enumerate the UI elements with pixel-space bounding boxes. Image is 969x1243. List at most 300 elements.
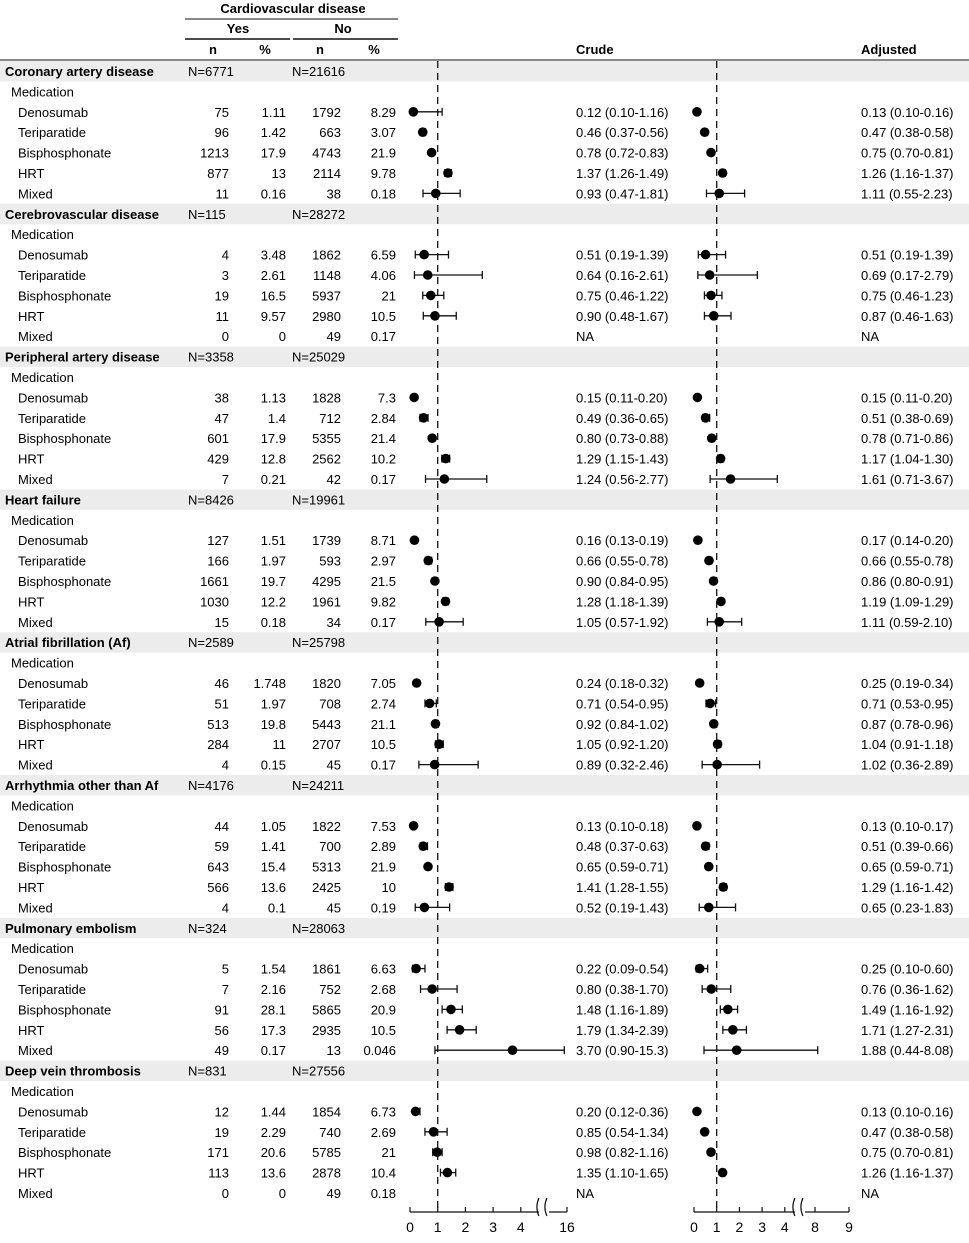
cell-yes-n: 49	[214, 1043, 229, 1059]
cell-yes-n: 0	[221, 1186, 229, 1201]
row-label: Teriparatide	[18, 839, 86, 855]
medication-label: Medication	[11, 941, 74, 957]
row-label: Teriparatide	[18, 696, 86, 712]
crude-estimate-text: 0.80 (0.73-0.88)	[576, 431, 669, 447]
adjusted-estimate-text: 0.25 (0.19-0.34)	[861, 676, 954, 691]
cell-no-n: 13	[326, 1043, 341, 1059]
cell-yes-pct: 12.8	[260, 451, 286, 467]
crude-point	[409, 393, 419, 403]
crude-estimate-text: 0.75 (0.46-1.22)	[576, 288, 669, 304]
row-label: HRT	[18, 594, 45, 610]
adjusted-point	[692, 107, 702, 117]
cell-no-pct: 9.78	[370, 166, 396, 181]
adjusted-estimate-text: NA	[861, 329, 880, 345]
cell-no-pct: 10.5	[370, 308, 396, 324]
cell-no-pct: 0.18	[370, 1186, 396, 1201]
crude-point	[434, 739, 444, 749]
cell-yes-pct: 1.54	[260, 961, 286, 977]
adjusted-estimate-text: 1.88 (0.44-8.08)	[861, 1043, 954, 1059]
cell-yes-n: 166	[207, 553, 229, 569]
adjusted-point	[695, 964, 705, 974]
cell-no-pct: 6.63	[370, 961, 396, 977]
adjusted-estimate-text: 0.86 (0.80-0.91)	[861, 574, 954, 589]
adjusted-estimate-text: 0.71 (0.53-0.95)	[861, 696, 954, 712]
cell-no-pct: 21	[381, 288, 396, 304]
cell-yes-pct: 28.1	[260, 1002, 286, 1018]
crude-estimate-text: 0.49 (0.36-0.65)	[576, 410, 669, 426]
adjusted-point	[732, 1045, 742, 1055]
crude-tick-label: 16	[559, 1219, 575, 1235]
adjusted-point	[716, 597, 726, 607]
cell-yes-pct: 2.16	[260, 982, 286, 997]
cell-no-pct: 0.046	[363, 1043, 396, 1059]
row-label: Teriparatide	[18, 982, 86, 997]
crude-estimate-text: 0.20 (0.12-0.36)	[576, 1104, 669, 1120]
crude-estimate-text: NA	[576, 1186, 595, 1201]
cell-yes-n: 12	[214, 1104, 229, 1120]
cell-no-pct: 4.06	[370, 268, 396, 283]
crude-estimate-text: 1.05 (0.57-1.92)	[576, 614, 669, 630]
group-title: Atrial fibrillation (Af)	[5, 635, 131, 651]
group-band	[0, 918, 969, 938]
row-label: Teriparatide	[18, 268, 86, 283]
adjusted-estimate-text: 0.75 (0.70-0.81)	[861, 1145, 954, 1161]
crude-point	[418, 841, 428, 851]
cell-no-pct: 0.17	[370, 329, 396, 345]
cell-no-n: 4743	[312, 145, 341, 161]
group-n-yes: N=115	[188, 206, 226, 222]
cell-no-pct: 21.9	[370, 859, 396, 875]
cell-yes-pct: 1.97	[260, 696, 286, 712]
crude-point	[431, 189, 441, 199]
header-no-pct: %	[368, 42, 380, 57]
cell-no-n: 5937	[312, 288, 341, 304]
header-adjusted: Adjusted	[861, 42, 917, 57]
adjusted-estimate-text: 0.75 (0.70-0.81)	[861, 145, 954, 161]
crude-point	[409, 821, 419, 831]
medication-label: Medication	[11, 370, 74, 385]
cell-no-pct: 10.4	[370, 1165, 396, 1181]
medication-label: Medication	[11, 655, 74, 671]
crude-point	[434, 617, 444, 627]
cell-no-pct: 10.5	[370, 737, 396, 753]
crude-estimate-text: 0.80 (0.38-1.70)	[576, 982, 669, 997]
cell-yes-pct: 13.6	[260, 880, 286, 895]
adjusted-estimate-text: 0.13 (0.10-0.16)	[861, 104, 954, 120]
crude-estimate-text: 3.70 (0.90-15.3)	[576, 1043, 669, 1059]
adjusted-tick-label: 1	[712, 1219, 721, 1235]
cell-no-pct: 10	[381, 880, 396, 895]
crude-axis-break-gap	[539, 1198, 549, 1216]
crude-estimate-text: 0.24 (0.18-0.32)	[576, 676, 669, 691]
adjusted-point	[705, 699, 715, 709]
crude-estimate-text: 1.29 (1.15-1.43)	[576, 451, 669, 467]
row-label: Teriparatide	[18, 553, 86, 569]
cell-no-pct: 21.4	[370, 431, 396, 447]
adjusted-estimate-text: 0.13 (0.10-0.17)	[861, 818, 954, 834]
cell-yes-pct: 1.4	[267, 410, 286, 426]
adjusted-estimate-text: 1.04 (0.91-1.18)	[861, 737, 954, 753]
adjusted-estimate-text: 1.19 (1.09-1.29)	[861, 594, 954, 610]
adjusted-tick-label: 8	[811, 1219, 819, 1235]
cell-no-pct: 6.59	[370, 247, 396, 263]
cell-no-pct: 21	[381, 1145, 396, 1161]
cell-yes-pct: 1.44	[260, 1104, 286, 1120]
cell-yes-pct: 0.17	[260, 1043, 286, 1059]
cell-no-n: 5355	[312, 431, 341, 447]
row-label: Denosumab	[18, 676, 89, 691]
group-title: Coronary artery disease	[5, 64, 154, 79]
cell-yes-pct: 13	[271, 166, 286, 181]
crude-point	[419, 250, 429, 260]
group-n-yes: N=3358	[188, 349, 234, 365]
adjusted-estimate-text: 0.87 (0.78-0.96)	[861, 716, 954, 732]
row-label: Mixed	[18, 1186, 53, 1201]
header-group-label: Cardiovascular disease	[220, 1, 366, 16]
row-label: Denosumab	[18, 104, 89, 120]
row-label: HRT	[18, 737, 45, 753]
crude-estimate-text: 0.48 (0.37-0.63)	[576, 839, 669, 855]
cell-yes-n: 566	[207, 880, 229, 895]
cell-yes-pct: 1.05	[260, 818, 286, 834]
adjusted-estimate-text: 1.02 (0.36-2.89)	[861, 757, 954, 773]
cell-yes-n: 4	[221, 900, 229, 916]
row-label: Bisphosphonate	[18, 431, 112, 447]
cell-yes-n: 75	[214, 104, 229, 120]
crude-point	[412, 678, 422, 688]
cell-yes-pct: 19.8	[260, 716, 286, 732]
crude-estimate-text: 0.66 (0.55-0.78)	[576, 553, 669, 569]
medication-label: Medication	[11, 84, 74, 100]
group-n-no: N=19961	[292, 492, 346, 508]
crude-estimate-text: 0.65 (0.59-0.71)	[576, 859, 669, 875]
cell-yes-pct: 0	[278, 329, 286, 345]
group-band	[0, 632, 969, 652]
cell-yes-n: 11	[215, 308, 229, 324]
cell-no-pct: 0.17	[370, 472, 396, 487]
crude-point	[426, 291, 436, 301]
crude-point	[411, 964, 421, 974]
cell-yes-pct: 1.42	[260, 125, 286, 141]
crude-estimate-text: 1.28 (1.18-1.39)	[576, 594, 669, 610]
adjusted-point	[693, 393, 703, 403]
cell-yes-n: 47	[214, 410, 229, 426]
row-label: Mixed	[18, 900, 53, 916]
adjusted-point	[692, 1107, 702, 1117]
crude-point	[409, 107, 419, 117]
adjusted-estimate-text: 0.47 (0.38-0.58)	[861, 125, 954, 141]
crude-point	[427, 984, 437, 994]
row-label: Denosumab	[18, 818, 89, 834]
adjusted-point	[728, 1025, 738, 1035]
cell-yes-pct: 9.57	[260, 308, 286, 324]
crude-point	[429, 1127, 439, 1137]
header-yes-pct: %	[259, 42, 271, 57]
group-n-no: N=28272	[292, 206, 346, 222]
adjusted-tick-label: 4	[780, 1219, 789, 1235]
crude-estimate-text: 0.15 (0.11-0.20)	[576, 390, 668, 406]
row-label: Teriparatide	[18, 1124, 86, 1140]
cell-yes-n: 4	[221, 247, 229, 263]
cell-yes-pct: 16.5	[260, 288, 286, 304]
cell-yes-n: 877	[207, 166, 229, 181]
medication-label: Medication	[11, 512, 74, 528]
crude-estimate-text: 0.12 (0.10-1.16)	[576, 104, 669, 120]
crude-point	[444, 882, 454, 892]
cell-yes-n: 7	[221, 472, 229, 487]
crude-tick-label: 2	[461, 1219, 470, 1235]
cell-yes-n: 643	[207, 859, 229, 875]
adjusted-point	[700, 1127, 710, 1137]
cell-no-pct: 2.84	[370, 410, 396, 426]
cell-yes-n: 38	[214, 390, 229, 406]
cell-no-pct: 0.18	[370, 186, 396, 202]
cell-yes-pct: 17.9	[260, 431, 286, 447]
adjusted-point	[718, 882, 728, 892]
adjusted-point	[714, 617, 724, 627]
cell-yes-pct: 1.97	[260, 553, 286, 569]
row-label: Mixed	[18, 614, 53, 630]
adjusted-point	[707, 433, 717, 443]
crude-estimate-text: 1.79 (1.34-2.39)	[576, 1022, 669, 1038]
cell-no-pct: 0.17	[370, 614, 396, 630]
group-title: Peripheral artery disease	[5, 349, 160, 365]
cell-no-n: 2425	[312, 880, 341, 895]
row-label: HRT	[18, 166, 45, 181]
adjusted-estimate-text: 1.26 (1.16-1.37)	[861, 166, 954, 181]
group-n-no: N=25029	[292, 349, 346, 365]
crude-estimate-text: NA	[576, 329, 595, 345]
cell-no-n: 708	[319, 696, 341, 712]
adjusted-estimate-text: 0.15 (0.11-0.20)	[861, 390, 953, 406]
crude-estimate-text: 0.85 (0.54-1.34)	[576, 1124, 669, 1140]
adjusted-estimate-text: 1.17 (1.04-1.30)	[861, 451, 954, 467]
crude-point	[431, 719, 441, 729]
row-label: Mixed	[18, 186, 53, 202]
cell-yes-n: 1030	[200, 594, 229, 610]
cell-yes-n: 7	[221, 982, 229, 997]
group-n-no: N=21616	[292, 64, 346, 79]
cell-no-pct: 2.89	[370, 839, 396, 855]
row-label: Bisphosphonate	[18, 1145, 112, 1161]
cell-yes-pct: 19.7	[260, 574, 286, 589]
cell-yes-n: 46	[214, 676, 229, 691]
adjusted-axis-break-gap	[795, 1198, 805, 1216]
cell-no-n: 5443	[312, 716, 341, 732]
cell-no-n: 1792	[312, 104, 341, 120]
cell-yes-pct: 0.1	[267, 900, 286, 916]
adjusted-estimate-text: 1.11 (0.55-2.23)	[861, 186, 953, 202]
group-title: Heart failure	[5, 492, 81, 508]
adjusted-estimate-text: NA	[861, 1186, 880, 1201]
cell-yes-n: 284	[207, 737, 229, 753]
row-label: Mixed	[18, 757, 53, 773]
cell-no-pct: 7.53	[370, 818, 396, 834]
adjusted-estimate-text: 0.65 (0.23-1.83)	[861, 900, 954, 916]
cell-yes-n: 4	[221, 757, 229, 773]
group-n-no: N=24211	[292, 778, 345, 793]
group-title: Pulmonary embolism	[5, 920, 137, 936]
group-n-yes: N=4176	[188, 778, 234, 793]
cell-no-n: 42	[326, 472, 341, 487]
crude-point	[420, 903, 430, 913]
cell-no-n: 2114	[313, 166, 341, 181]
crude-tick-label: 4	[516, 1219, 525, 1235]
cell-yes-n: 1213	[200, 145, 229, 161]
medication-label: Medication	[11, 798, 74, 814]
cell-no-pct: 0.19	[370, 900, 396, 916]
row-label: HRT	[18, 308, 45, 324]
group-title: Arrhythmia other than Af	[5, 778, 159, 793]
cell-yes-n: 19	[214, 288, 229, 304]
row-label: Denosumab	[18, 1104, 89, 1120]
cell-yes-pct: 2.61	[260, 268, 286, 283]
adjusted-estimate-text: 0.66 (0.55-0.78)	[861, 553, 954, 569]
header-yes: Yes	[226, 21, 250, 36]
cell-no-n: 1961	[312, 594, 341, 610]
cell-no-pct: 9.82	[370, 594, 396, 610]
adjusted-point	[705, 270, 715, 280]
adjusted-estimate-text: 0.69 (0.17-2.79)	[861, 268, 954, 283]
cell-no-n: 1861	[312, 961, 341, 977]
adjusted-point	[701, 413, 711, 423]
crude-point	[423, 270, 433, 280]
cell-yes-pct: 0.21	[260, 472, 286, 487]
crude-estimate-text: 0.92 (0.84-1.02)	[576, 716, 669, 732]
adjusted-point	[706, 148, 716, 158]
row-label: Denosumab	[18, 533, 89, 549]
crude-tick-label: 1	[433, 1219, 442, 1235]
cell-yes-pct: 17.9	[260, 145, 286, 161]
crude-estimate-text: 0.93 (0.47-1.81)	[576, 186, 669, 202]
cell-no-pct: 2.74	[370, 696, 396, 712]
cell-no-pct: 8.71	[370, 533, 396, 549]
crude-tick-label: 0	[406, 1219, 414, 1235]
adjusted-estimate-text: 1.26 (1.16-1.37)	[861, 1165, 954, 1181]
row-label: Bisphosphonate	[18, 1002, 112, 1018]
row-label: Denosumab	[18, 390, 89, 406]
crude-estimate-text: 0.16 (0.13-0.19)	[576, 533, 669, 549]
adjusted-point	[706, 1147, 716, 1157]
cell-yes-n: 3	[221, 268, 229, 283]
row-label: Mixed	[18, 329, 53, 345]
adjusted-point	[723, 1005, 733, 1015]
cell-no-pct: 10.5	[370, 1022, 396, 1038]
cell-no-n: 49	[326, 329, 341, 345]
row-label: Denosumab	[18, 247, 89, 263]
cell-no-n: 1822	[312, 818, 341, 834]
adjusted-point	[700, 127, 710, 137]
cell-no-n: 712	[319, 410, 341, 426]
row-label: Teriparatide	[18, 410, 86, 426]
adjusted-point	[706, 291, 716, 301]
crude-tick-label: 3	[489, 1219, 497, 1235]
header-no: No	[334, 21, 352, 36]
cell-yes-pct: 0.16	[260, 186, 286, 202]
cell-no-n: 1739	[312, 533, 341, 549]
row-label: Bisphosphonate	[18, 145, 112, 161]
cell-no-n: 1862	[312, 247, 341, 263]
cell-no-n: 1854	[312, 1104, 341, 1120]
cell-no-n: 752	[319, 982, 341, 997]
adjusted-point	[701, 250, 711, 260]
adjusted-estimate-text: 1.49 (1.16-1.92)	[861, 1002, 954, 1018]
row-label: HRT	[18, 1165, 45, 1181]
crude-estimate-text: 1.48 (1.16-1.89)	[576, 1002, 669, 1018]
adjusted-point	[704, 862, 714, 872]
cell-no-n: 1820	[312, 676, 341, 691]
crude-estimate-text: 1.05 (0.92-1.20)	[576, 737, 669, 753]
crude-estimate-text: 0.46 (0.37-0.56)	[576, 125, 669, 141]
crude-estimate-text: 0.90 (0.48-1.67)	[576, 308, 669, 324]
crude-estimate-text: 0.22 (0.09-0.54)	[576, 961, 669, 977]
cell-yes-pct: 11	[272, 737, 286, 753]
group-band	[0, 489, 969, 509]
cell-no-pct: 0.17	[370, 757, 396, 773]
cell-yes-pct: 1.748	[253, 676, 286, 691]
crude-axis-break-mark	[537, 1198, 539, 1216]
cell-yes-pct: 2.29	[260, 1124, 286, 1140]
group-band	[0, 1061, 969, 1081]
crude-estimate-text: 1.24 (0.56-2.77)	[576, 472, 669, 487]
adjusted-point	[695, 678, 705, 688]
crude-estimate-text: 0.13 (0.10-0.18)	[576, 818, 669, 834]
group-n-yes: N=2589	[188, 635, 234, 651]
group-n-no: N=25798	[292, 635, 346, 651]
cell-yes-pct: 1.13	[260, 390, 286, 406]
adjusted-estimate-text: 0.17 (0.14-0.20)	[861, 533, 954, 549]
cell-no-n: 2562	[312, 451, 341, 467]
group-n-yes: N=6771	[188, 64, 234, 79]
cell-no-n: 1828	[312, 390, 341, 406]
cell-yes-pct: 3.48	[260, 247, 286, 263]
adjusted-estimate-text: 1.71 (1.27-2.31)	[861, 1022, 954, 1038]
group-n-no: N=28063	[292, 920, 346, 936]
cell-yes-n: 56	[214, 1022, 229, 1038]
adjusted-estimate-text: 0.25 (0.10-0.60)	[861, 961, 954, 977]
cell-no-pct: 21.1	[370, 716, 396, 732]
cell-yes-pct: 17.3	[260, 1022, 286, 1038]
group-n-no: N=27556	[292, 1063, 346, 1079]
cell-yes-n: 15	[214, 614, 229, 630]
cell-yes-n: 5	[221, 961, 229, 977]
row-label: Mixed	[18, 472, 53, 487]
cell-yes-n: 513	[207, 716, 229, 732]
cell-no-pct: 2.97	[370, 553, 396, 569]
cell-no-n: 2707	[312, 737, 341, 753]
row-label: Bisphosphonate	[18, 574, 112, 589]
adjusted-axis-break-mark	[793, 1198, 795, 1216]
adjusted-estimate-text: 0.76 (0.36-1.62)	[861, 982, 954, 997]
crude-point	[411, 1107, 421, 1117]
row-label: Denosumab	[18, 961, 89, 977]
adjusted-point	[701, 841, 711, 851]
cell-no-n: 2878	[312, 1165, 341, 1181]
group-n-yes: N=831	[188, 1063, 227, 1079]
crude-point	[441, 454, 451, 464]
adjusted-tick-label: 3	[758, 1219, 766, 1235]
cell-no-n: 1148	[313, 268, 341, 283]
cell-yes-n: 91	[214, 1002, 229, 1018]
crude-point	[423, 862, 433, 872]
cell-yes-n: 51	[214, 696, 229, 712]
adjusted-point	[704, 903, 714, 913]
adjusted-point	[718, 1168, 728, 1178]
adjusted-point	[726, 474, 736, 484]
cell-yes-n: 0	[221, 329, 229, 345]
cell-no-n: 34	[326, 614, 341, 630]
crude-point	[443, 168, 453, 178]
